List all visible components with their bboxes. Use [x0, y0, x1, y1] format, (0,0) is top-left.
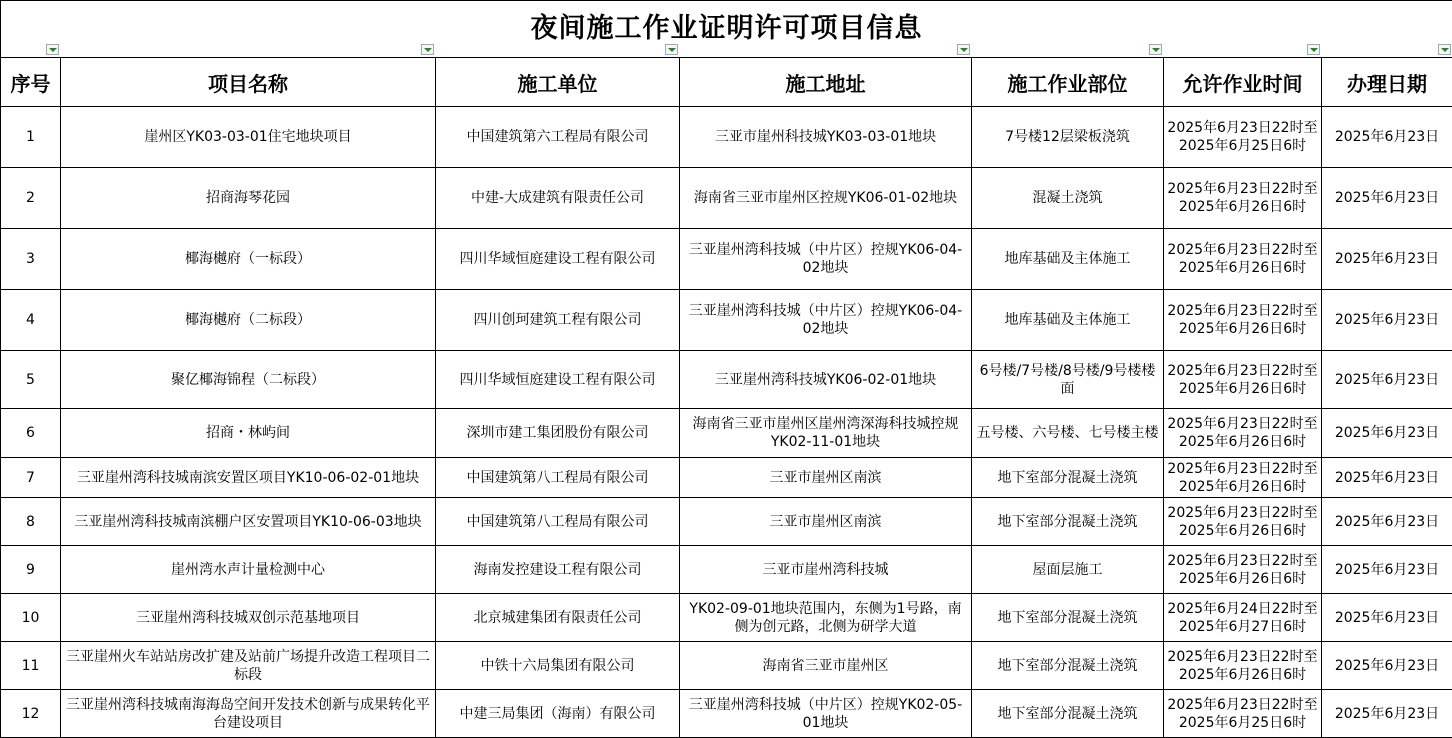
table-cell[interactable]: 12 [1, 690, 61, 738]
table-row [1, 690, 1452, 738]
table-cell[interactable]: 3 [1, 229, 61, 290]
table-cell[interactable]: 三亚崖州湾科技城双创示范基地项目 [61, 594, 436, 642]
table-cell[interactable]: 2025年6月23日 [1322, 546, 1452, 594]
table-row [1, 546, 1452, 594]
table-cell[interactable]: 地下室部分混凝土浇筑 [972, 642, 1164, 690]
table-cell[interactable]: 椰海樾府（二标段） [61, 290, 436, 351]
table-row [1, 594, 1452, 642]
table-cell[interactable]: 海南发控建设工程有限公司 [436, 546, 680, 594]
column-header: 项目名称 [61, 58, 436, 107]
filter-dropdown-icon[interactable] [421, 44, 434, 55]
table-cell[interactable]: 2025年6月23日 [1322, 168, 1452, 229]
table-cell[interactable]: 混凝土浇筑 [972, 168, 1164, 229]
table-row [1, 351, 1452, 409]
table-cell[interactable]: 招商海琴花园 [61, 168, 436, 229]
table-cell[interactable]: 北京城建集团有限责任公司 [436, 594, 680, 642]
table-cell[interactable]: 中国建筑第八工程局有限公司 [436, 498, 680, 546]
table-row [1, 107, 1452, 168]
table-cell[interactable]: 2025年6月23日 [1322, 458, 1452, 498]
table-cell[interactable]: 招商・林屿间 [61, 409, 436, 458]
table-cell[interactable]: 海南省三亚市崖州区崖州湾深海科技城控规YK02-11-01地块 [680, 409, 972, 458]
table-cell[interactable]: 三亚崖州湾科技城南滨棚户区安置项目YK10-06-03地块 [61, 498, 436, 546]
page-title: 夜间施工作业证明许可项目信息 [4, 1, 1449, 57]
table-cell[interactable]: 10 [1, 594, 61, 642]
table-cell[interactable]: 深圳市建工集团股份有限公司 [436, 409, 680, 458]
table-cell[interactable]: 1 [1, 107, 61, 168]
table-cell[interactable]: 三亚市崖州区南滨 [680, 458, 972, 498]
table-cell[interactable]: 海南省三亚市崖州区控规YK06-01-02地块 [680, 168, 972, 229]
table-cell[interactable]: 五号楼、六号楼、七号楼主楼 [972, 409, 1164, 458]
table-cell[interactable]: 三亚市崖州科技城YK03-03-01地块 [680, 107, 972, 168]
filter-bar [1, 43, 1452, 55]
table-cell[interactable]: 2025年6月23日22时至2025年6月26日6时 [1164, 498, 1322, 546]
table-cell[interactable]: 崖州区YK03-03-01住宅地块项目 [61, 107, 436, 168]
column-header: 施工单位 [436, 58, 680, 107]
column-header: 施工作业部位 [972, 58, 1164, 107]
column-header: 施工地址 [680, 58, 972, 107]
table-cell[interactable]: 中国建筑第八工程局有限公司 [436, 458, 680, 498]
column-header: 办理日期 [1322, 58, 1452, 107]
table-cell[interactable]: 8 [1, 498, 61, 546]
table-row [1, 458, 1452, 498]
table-cell[interactable]: 2025年6月23日22时至2025年6月26日6时 [1164, 351, 1322, 409]
table-body [1, 107, 1452, 738]
table-cell[interactable]: 2025年6月23日 [1322, 290, 1452, 351]
table-cell[interactable]: 中铁十六局集团有限公司 [436, 642, 680, 690]
table-row [1, 168, 1452, 229]
table-cell[interactable]: YK02-09-01地块范围内，东侧为1号路，南侧为创元路，北侧为研学大道 [680, 594, 972, 642]
table-cell[interactable]: 聚亿椰海锦程（二标段） [61, 351, 436, 409]
filter-dropdown-icon[interactable] [1307, 44, 1320, 55]
header-row [1, 58, 1452, 107]
table-row [1, 229, 1452, 290]
table-cell[interactable]: 7 [1, 458, 61, 498]
table-cell[interactable]: 三亚崖州湾科技城YK06-02-01地块 [680, 351, 972, 409]
table-cell[interactable]: 崖州湾水声计量检测中心 [61, 546, 436, 594]
table-cell[interactable]: 三亚市崖州湾科技城 [680, 546, 972, 594]
table-cell[interactable]: 2025年6月23日22时至2025年6月26日6时 [1164, 229, 1322, 290]
table-cell[interactable]: 三亚崖州湾科技城南滨安置区项目YK10-06-02-01地块 [61, 458, 436, 498]
filter-dropdown-icon[interactable] [957, 44, 970, 55]
table-cell[interactable]: 中建-大成建筑有限责任公司 [436, 168, 680, 229]
table-cell[interactable]: 三亚崖州火车站站房改扩建及站前广场提升改造工程项目二标段 [61, 642, 436, 690]
table-cell[interactable]: 6号楼/7号楼/8号楼/9号楼楼面 [972, 351, 1164, 409]
table-cell[interactable]: 11 [1, 642, 61, 690]
table-cell[interactable]: 2025年6月23日 [1322, 498, 1452, 546]
table-cell[interactable]: 9 [1, 546, 61, 594]
table-cell[interactable]: 6 [1, 409, 61, 458]
table-cell[interactable]: 三亚崖州湾科技城（中片区）控规YK02-05-01地块 [680, 690, 972, 738]
table-row [1, 409, 1452, 458]
table-cell[interactable]: 2025年6月23日 [1322, 107, 1452, 168]
table-cell[interactable]: 2025年6月23日22时至2025年6月25日6时 [1164, 107, 1322, 168]
table-cell[interactable]: 三亚崖州湾科技城（中片区）控规YK06-04-02地块 [680, 229, 972, 290]
table-cell[interactable]: 椰海樾府（一标段） [61, 229, 436, 290]
table-row [1, 290, 1452, 351]
table-cell[interactable]: 屋面层施工 [972, 546, 1164, 594]
table-cell[interactable]: 地库基础及主体施工 [972, 229, 1164, 290]
table-cell[interactable]: 三亚崖州湾科技城南海海岛空间开发技术创新与成果转化平台建设项目 [61, 690, 436, 738]
table-row [1, 498, 1452, 546]
table-cell[interactable]: 2025年6月23日22时至2025年6月26日6时 [1164, 409, 1322, 458]
table-cell[interactable]: 四川华域恒庭建设工程有限公司 [436, 351, 680, 409]
table-cell[interactable]: 2025年6月23日22时至2025年6月26日6时 [1164, 168, 1322, 229]
table-cell[interactable]: 四川创珂建筑工程有限公司 [436, 290, 680, 351]
table-cell[interactable]: 2025年6月23日 [1322, 409, 1452, 458]
table-cell[interactable]: 2025年6月23日 [1322, 690, 1452, 738]
table-cell[interactable]: 地库基础及主体施工 [972, 290, 1164, 351]
table-cell[interactable]: 2025年6月23日 [1322, 229, 1452, 290]
table-cell[interactable]: 2025年6月23日22时至2025年6月26日6时 [1164, 290, 1322, 351]
table-cell[interactable]: 2 [1, 168, 61, 229]
table-cell[interactable]: 2025年6月23日22时至2025年6月26日6时 [1164, 642, 1322, 690]
title-cell [1, 1, 1452, 58]
table-row [1, 642, 1452, 690]
table-cell[interactable]: 地下室部分混凝土浇筑 [972, 690, 1164, 738]
column-header: 序号 [1, 58, 61, 107]
table-cell[interactable]: 2025年6月23日22时至2025年6月26日6时 [1164, 546, 1322, 594]
table-cell[interactable]: 4 [1, 290, 61, 351]
table-cell[interactable]: 地下室部分混凝土浇筑 [972, 498, 1164, 546]
filter-dropdown-icon[interactable] [1438, 44, 1451, 55]
table-cell[interactable]: 7号楼12层梁板浇筑 [972, 107, 1164, 168]
table-cell[interactable]: 5 [1, 351, 61, 409]
table-cell[interactable]: 地下室部分混凝土浇筑 [972, 594, 1164, 642]
table-cell[interactable]: 三亚崖州湾科技城（中片区）控规YK06-04-02地块 [680, 290, 972, 351]
table-cell[interactable]: 2025年6月23日22时至2025年6月26日6时 [1164, 458, 1322, 498]
table-cell[interactable]: 中建三局集团（海南）有限公司 [436, 690, 680, 738]
table-cell[interactable]: 中国建筑第六工程局有限公司 [436, 107, 680, 168]
filter-dropdown-icon[interactable] [665, 44, 678, 55]
table-cell[interactable]: 三亚市崖州区南滨 [680, 498, 972, 546]
column-header: 允许作业时间 [1164, 58, 1322, 107]
table-cell[interactable]: 2025年6月23日22时至2025年6月25日6时 [1164, 690, 1322, 738]
filter-dropdown-icon[interactable] [46, 44, 59, 55]
table-cell[interactable]: 2025年6月23日 [1322, 642, 1452, 690]
table-cell[interactable]: 四川华域恒庭建设工程有限公司 [436, 229, 680, 290]
table-cell[interactable]: 2025年6月24日22时至2025年6月27日6时 [1164, 594, 1322, 642]
table-cell[interactable]: 海南省三亚市崖州区 [680, 642, 972, 690]
table-cell[interactable]: 2025年6月23日 [1322, 594, 1452, 642]
table-cell[interactable]: 2025年6月23日 [1322, 351, 1452, 409]
filter-dropdown-icon[interactable] [1149, 44, 1162, 55]
table-cell[interactable]: 地下室部分混凝土浇筑 [972, 458, 1164, 498]
